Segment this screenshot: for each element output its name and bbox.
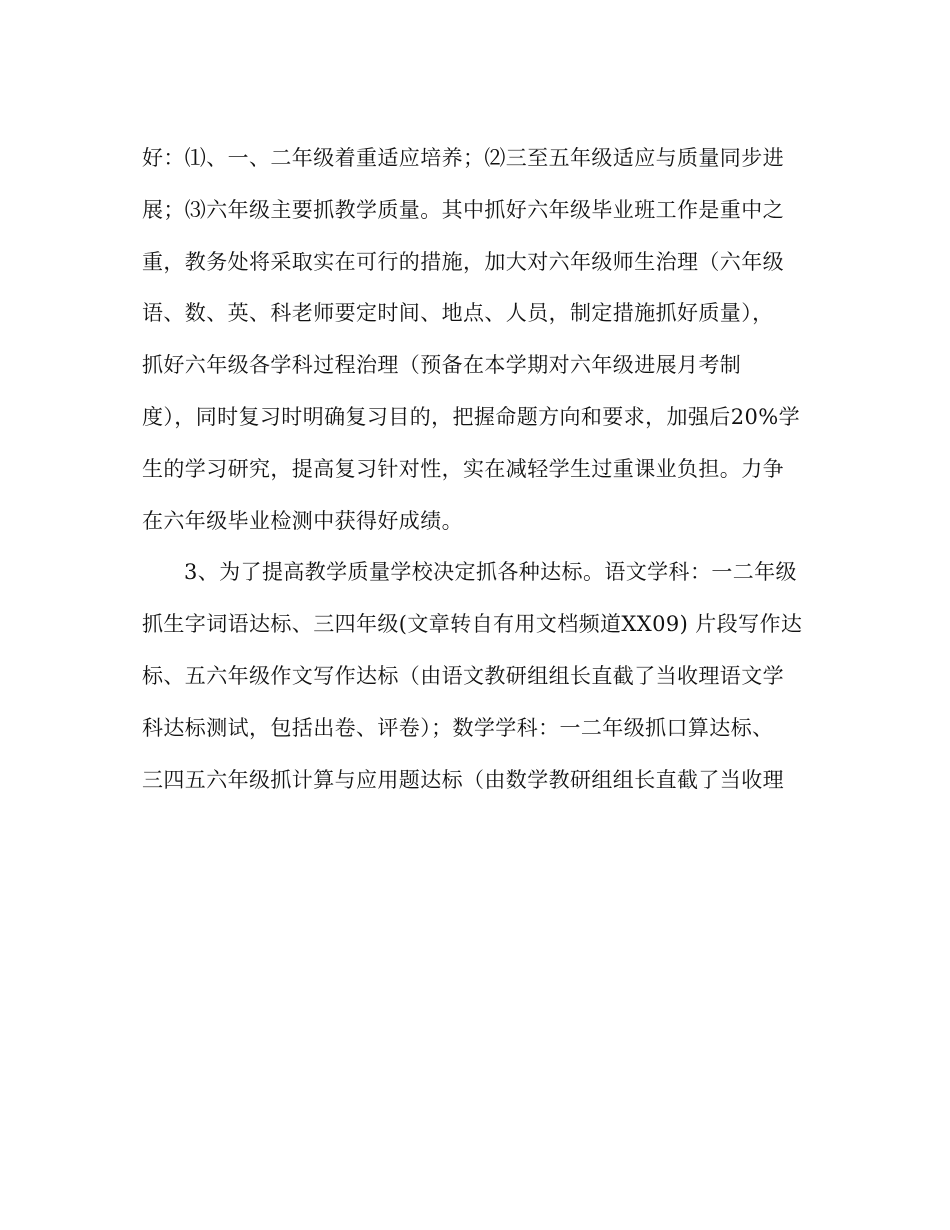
text-line-5: 抓好六年级各学科过程治理（预备在本学期对六年级进展月考制 bbox=[142, 353, 742, 378]
text-line-3: 重，教务处将采取实在可行的措施，加大对六年级师生治理（六年级 bbox=[142, 249, 784, 274]
text-line-9: 3、为了提高教学质量学校决定抓各种达标。语文学科：一二年级 bbox=[184, 560, 797, 585]
text-line-10: 抓生字词语达标、三四年级(文章转自有用文档频道XX09) 片段写作达 bbox=[142, 612, 803, 637]
text-line-11: 标、五六年级作文写作达标（由语文教研组组长直截了当收理语文学 bbox=[142, 663, 784, 688]
text-line-1: 好：⑴、一、二年级着重适应培养；⑵三至五年级适应与质量同步进 bbox=[142, 146, 784, 170]
text-line-4: 语、数、英、科老师要定时间、地点、人员，制定措施抓好质量）， bbox=[142, 301, 774, 326]
text-line-2: 展；⑶六年级主要抓教学质量。其中抓好六年级毕业班工作是重中之 bbox=[142, 197, 784, 222]
text-line-8: 在六年级毕业检测中获得好成绩。 bbox=[142, 508, 463, 533]
text-line-7: 生的学习研究，提高复习针对性，实在减轻学生过重课业负担。力争 bbox=[142, 456, 784, 481]
body-text bbox=[142, 138, 822, 811]
text-line-12: 科达标测试，包括出卷、评卷）；数学学科：一二年级抓口算达标、 bbox=[142, 715, 774, 740]
text-line-13: 三四五六年级抓计算与应用题达标（由数学教研组组长直截了当收理 bbox=[142, 767, 784, 792]
text-line-6: 度），同时复习时明确复习目的，把握命题方向和要求，加强后20%学 bbox=[142, 404, 800, 429]
